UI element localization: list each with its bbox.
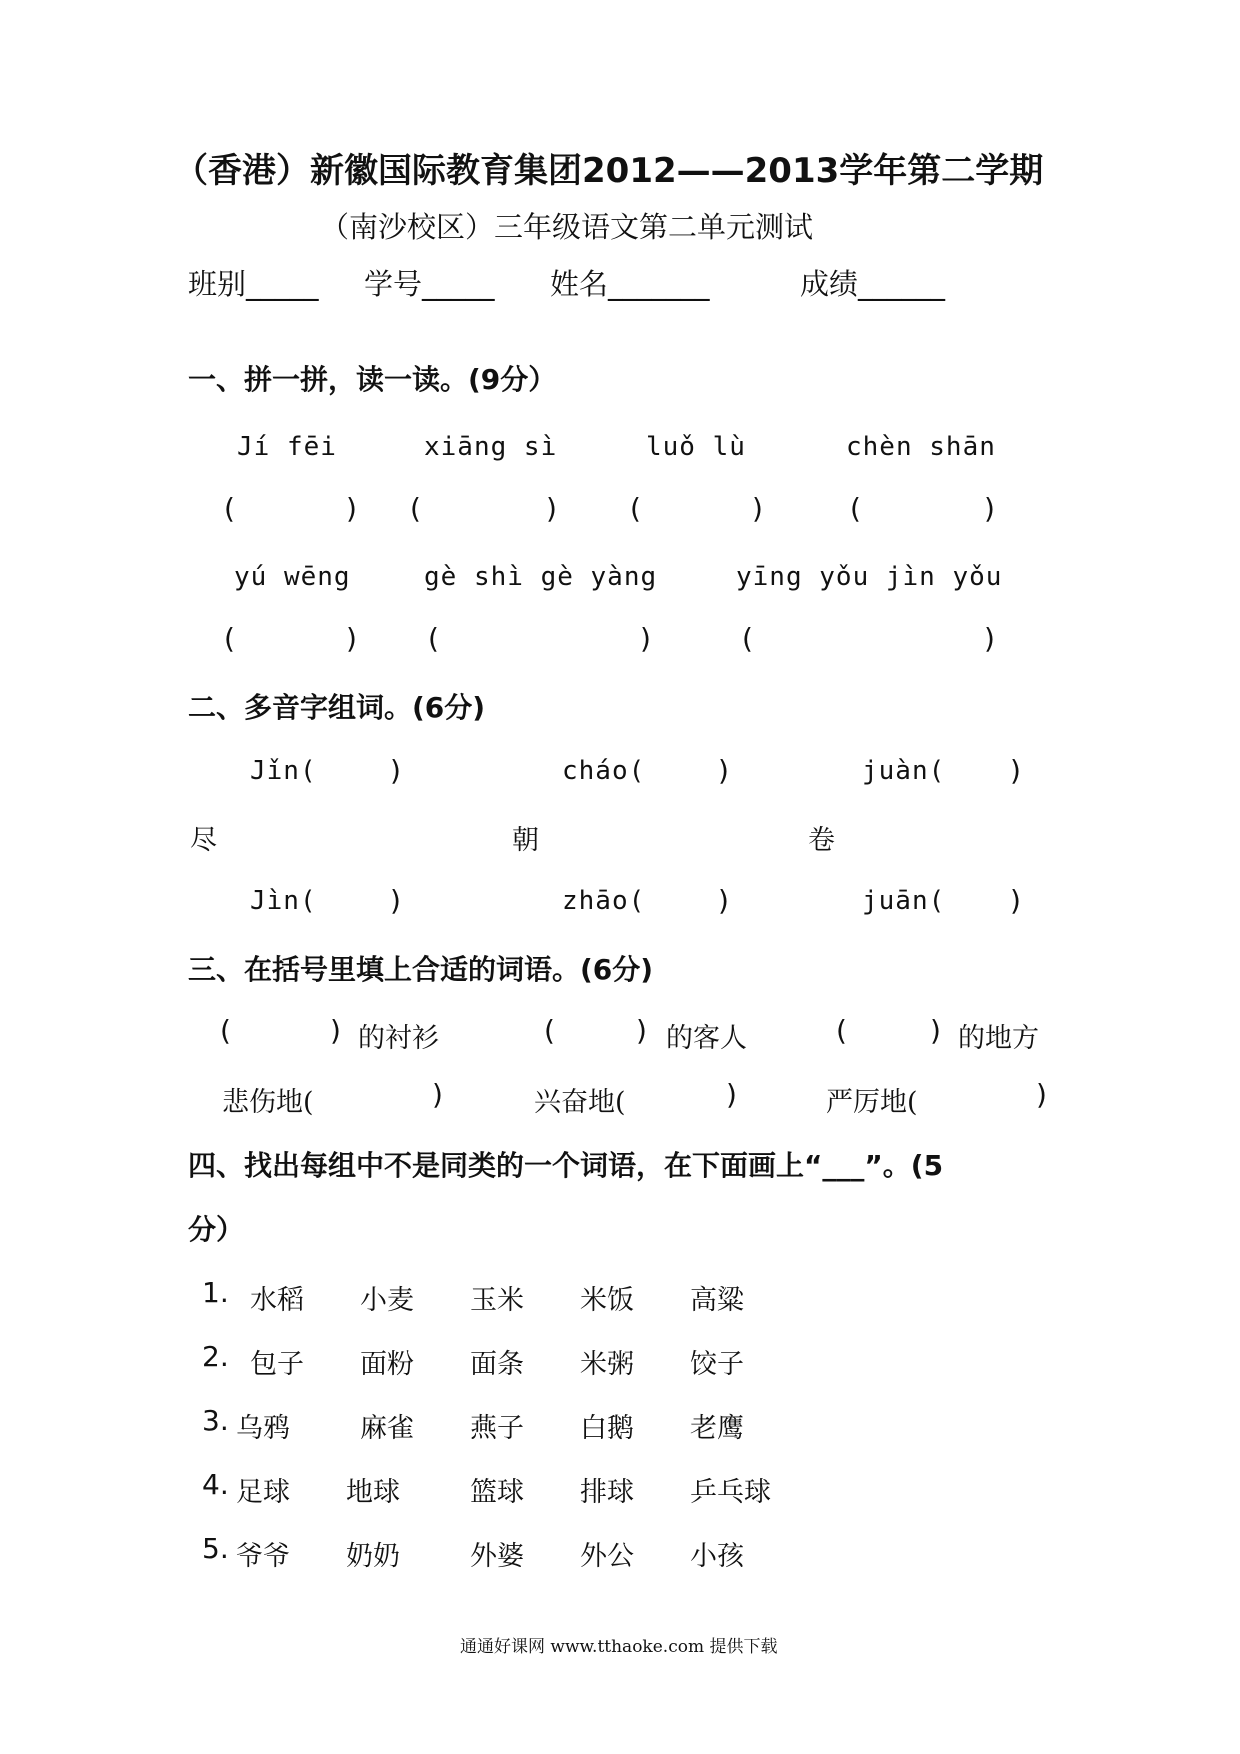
group-word[interactable]: 乌鸦 <box>236 1413 290 1444</box>
answer-paren-open[interactable]: ( <box>544 1014 555 1047</box>
answer-paren-open[interactable]: ( <box>742 622 753 655</box>
group-word[interactable]: 足球 <box>236 1477 290 1508</box>
polyphone-reading[interactable]: juān( <box>862 886 946 916</box>
answer-paren-open[interactable]: ( <box>410 492 421 525</box>
group-number: 2. <box>202 1340 229 1373</box>
group-word[interactable]: 排球 <box>580 1477 634 1508</box>
answer-paren-close: ) <box>636 1014 647 1047</box>
group-word[interactable]: 篮球 <box>470 1477 524 1508</box>
polyphone-char: 朝 <box>512 825 539 856</box>
pinyin-item: luǒ lù <box>646 432 746 462</box>
answer-paren-close: ) <box>346 492 357 525</box>
group-word[interactable]: 玉米 <box>470 1285 524 1316</box>
class-field[interactable]: 班别_____ <box>188 267 319 301</box>
phrase-suffix: 的客人 <box>666 1023 747 1054</box>
page-subtitle: （南沙校区）三年级语文第二单元测试 <box>320 210 814 244</box>
answer-paren-open[interactable]: ( <box>630 492 641 525</box>
answer-paren-close: ) <box>1010 884 1021 917</box>
adverb-prefix[interactable]: 悲伤地( <box>222 1087 314 1118</box>
answer-paren-close: ) <box>752 492 763 525</box>
answer-paren-close: ) <box>432 1078 443 1111</box>
polyphone-reading[interactable]: Jìn( <box>250 886 317 916</box>
phrase-suffix: 的衬衫 <box>358 1023 439 1054</box>
adverb-prefix[interactable]: 兴奋地( <box>534 1087 626 1118</box>
answer-paren-close: ) <box>984 492 995 525</box>
group-number: 3. <box>202 1404 229 1437</box>
group-word[interactable]: 小麦 <box>360 1285 414 1316</box>
group-word[interactable]: 米饭 <box>580 1285 634 1316</box>
answer-paren-close: ) <box>1010 754 1021 787</box>
group-word[interactable]: 麻雀 <box>360 1413 414 1444</box>
answer-paren-open[interactable]: ( <box>428 622 439 655</box>
pinyin-item: xiāng sì <box>424 432 558 462</box>
group-word[interactable]: 外婆 <box>470 1541 524 1572</box>
group-word[interactable]: 白鹅 <box>580 1413 634 1444</box>
answer-paren-close: ) <box>640 622 651 655</box>
polyphone-reading[interactable]: juàn( <box>862 756 946 786</box>
pinyin-item: gè shì gè yàng <box>424 562 658 592</box>
number-field[interactable]: 学号_____ <box>364 267 495 301</box>
answer-paren-close: ) <box>330 1014 341 1047</box>
group-word[interactable]: 米粥 <box>580 1349 634 1380</box>
answer-paren-close: ) <box>718 884 729 917</box>
group-number: 1. <box>202 1276 229 1309</box>
answer-paren-close: ) <box>390 884 401 917</box>
answer-paren-close: ) <box>1036 1078 1047 1111</box>
answer-paren-open[interactable]: ( <box>220 1014 231 1047</box>
section-4-heading: 四、找出每组中不是同类的一个词语，在下面画上“___”。(5 <box>188 1149 944 1182</box>
phrase-suffix: 的地方 <box>958 1023 1039 1054</box>
group-word[interactable]: 面条 <box>470 1349 524 1380</box>
answer-paren-open[interactable]: ( <box>224 492 235 525</box>
group-word[interactable]: 水稻 <box>250 1285 304 1316</box>
group-word[interactable]: 包子 <box>250 1349 304 1380</box>
section-3-heading: 三、在括号里填上合适的词语。(6分) <box>188 953 654 986</box>
group-word[interactable]: 老鹰 <box>690 1413 744 1444</box>
footer-credit: 通通好课网 www.tthaoke.com 提供下载 <box>460 1637 778 1657</box>
adverb-prefix[interactable]: 严厉地( <box>826 1087 918 1118</box>
answer-paren-open[interactable]: ( <box>224 622 235 655</box>
group-word[interactable]: 燕子 <box>470 1413 524 1444</box>
section-2-heading: 二、多音字组词。(6分) <box>188 691 486 724</box>
pinyin-item: Jí fēi <box>237 432 337 462</box>
polyphone-reading[interactable]: Jǐn( <box>250 756 317 786</box>
section-4-heading-cont: 分） <box>188 1213 245 1246</box>
group-word[interactable]: 爷爷 <box>236 1541 290 1572</box>
section-1-heading: 一、拼一拼，读一读。(9分） <box>188 363 557 396</box>
group-word[interactable]: 奶奶 <box>346 1541 400 1572</box>
group-word[interactable]: 地球 <box>346 1477 400 1508</box>
polyphone-reading[interactable]: cháo( <box>562 756 646 786</box>
answer-paren-close: ) <box>930 1014 941 1047</box>
group-word[interactable]: 高粱 <box>690 1285 744 1316</box>
answer-paren-open[interactable]: ( <box>850 492 861 525</box>
answer-paren-close: ) <box>984 622 995 655</box>
pinyin-item: chèn shān <box>846 432 996 462</box>
group-word[interactable]: 饺子 <box>690 1349 744 1380</box>
answer-paren-close: ) <box>546 492 557 525</box>
polyphone-char: 尽 <box>190 825 217 856</box>
pinyin-item: yīng yǒu jìn yǒu <box>736 562 1003 592</box>
pinyin-item: yú wēng <box>234 562 351 592</box>
name-field[interactable]: 姓名_______ <box>550 267 710 301</box>
answer-paren-close: ) <box>346 622 357 655</box>
group-word[interactable]: 外公 <box>580 1541 634 1572</box>
polyphone-reading[interactable]: zhāo( <box>562 886 646 916</box>
score-field[interactable]: 成绩______ <box>800 267 946 301</box>
page-title: （香港）新徽国际教育集团2012——2013学年第二学期 <box>174 151 1044 191</box>
group-number: 5. <box>202 1532 229 1565</box>
answer-paren-close: ) <box>726 1078 737 1111</box>
group-word[interactable]: 小孩 <box>690 1541 744 1572</box>
answer-paren-close: ) <box>390 754 401 787</box>
group-word[interactable]: 乒乓球 <box>690 1477 771 1508</box>
answer-paren-close: ) <box>718 754 729 787</box>
group-word[interactable]: 面粉 <box>360 1349 414 1380</box>
answer-paren-open[interactable]: ( <box>836 1014 847 1047</box>
polyphone-char: 卷 <box>808 825 835 856</box>
group-number: 4. <box>202 1468 229 1501</box>
